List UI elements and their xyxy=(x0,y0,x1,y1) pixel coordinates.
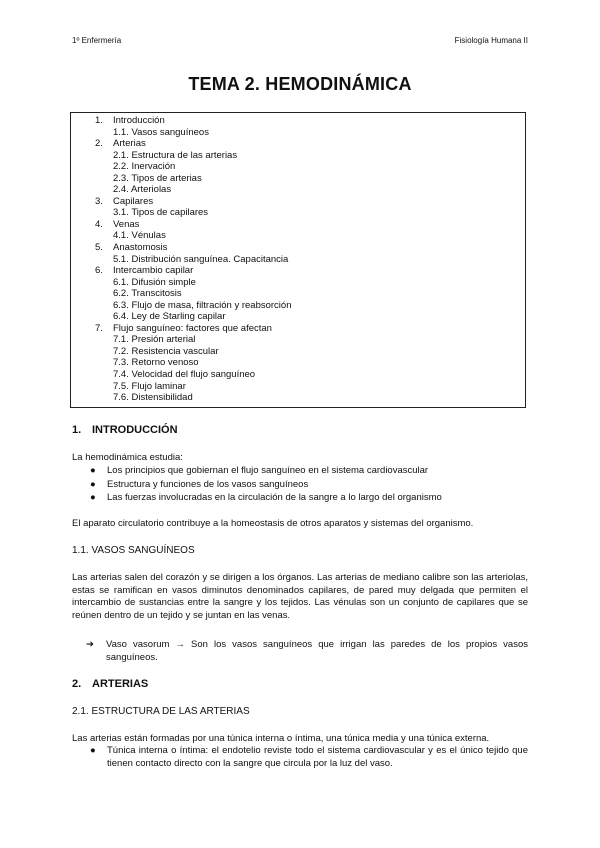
list-item: ● Los principios que gobiernan el flujo sanguíneo en el sistema cardiovascular xyxy=(90,465,429,476)
toc-subitem: 1.1. Vasos sanguíneos xyxy=(113,126,209,138)
list-item: ● Las fuerzas involucradas en la circulación de la sangre a lo largo del organismo xyxy=(90,492,442,503)
toc-item xyxy=(71,265,525,277)
toc-subitem: 5.1. Distribución sanguínea. Capacitancia xyxy=(113,253,289,265)
toc-number: 5. xyxy=(95,242,103,254)
toc-subitem: 7.1. Presión arterial xyxy=(113,334,196,346)
toc-number: 4. xyxy=(95,218,103,230)
subsection-heading-estructura: 2.1. ESTRUCTURA DE LAS ARTERIAS xyxy=(72,706,250,717)
section-number: 2. xyxy=(72,678,82,690)
paragraph-homeostasis: El aparato circulatorio contribuye a la homeostasis de otros aparatos y sistemas del organismo. xyxy=(72,518,474,529)
paragraph-arterias: Las arterias están formadas por una túnica interna o íntima, una túnica media y una túnica externa. xyxy=(72,733,490,744)
toc-subitem: 6.3. Flujo de masa, filtración y reabsorción xyxy=(113,299,292,311)
toc-label: Introducción xyxy=(113,115,165,126)
toc-item xyxy=(71,242,525,254)
intro-bullet-list xyxy=(72,464,528,505)
toc-subitem: 6.2. Transcitosis xyxy=(113,288,182,300)
toc-label: Flujo sanguíneo: factores que afectan xyxy=(113,322,272,334)
toc-item xyxy=(71,196,525,208)
toc-subitem: 7.4. Velocidad del flujo sanguíneo xyxy=(113,369,256,381)
section-heading-introduccion xyxy=(72,424,178,436)
bullet-icon: ● xyxy=(90,492,96,503)
toc-subitem: 7.6. Distensibilidad xyxy=(113,392,193,404)
toc-subitem: 4.1. Vénulas xyxy=(113,230,166,242)
tunica-bullet xyxy=(72,745,528,770)
toc-item xyxy=(71,115,525,127)
toc-label: Venas xyxy=(113,218,140,230)
toc-item xyxy=(71,219,525,231)
toc-subitem: 6.1. Difusión simple xyxy=(113,276,196,288)
toc-label: Arterias xyxy=(113,138,146,150)
bullet-icon: ● xyxy=(90,465,96,476)
toc-item xyxy=(71,138,525,150)
toc-subitem: 2.1. Estructura de las arterias xyxy=(113,149,238,161)
toc-subitem: 2.3. Tipos de arterias xyxy=(113,172,202,184)
toc-subitem: 2.2. Inervación xyxy=(113,161,176,173)
toc-number: 7. xyxy=(95,322,103,334)
toc-item xyxy=(71,323,525,335)
toc-subitem: 7.5. Flujo laminar xyxy=(113,380,186,392)
bullet-icon: ● xyxy=(90,745,96,756)
toc-subitem: 6.4. Ley de Starling capilar xyxy=(113,311,226,323)
toc-subitem: 7.2. Resistencia vascular xyxy=(113,345,219,357)
toc-label: Capilares xyxy=(113,195,154,207)
intro-line: La hemodinámica estudia: xyxy=(72,452,183,463)
table-of-contents xyxy=(70,112,526,408)
header-course: 1º Enfermería xyxy=(72,36,122,45)
bullet-icon: ● xyxy=(90,478,96,490)
toc-subitem: 7.3. Retorno venoso xyxy=(113,357,199,369)
section-title: ARTERIAS xyxy=(92,678,149,690)
section-number: 1. xyxy=(72,424,82,436)
section-heading-arterias xyxy=(72,678,148,690)
arrow-note-text: Vaso vasorum → Son los vasos sanguíneos que irrigan las paredes de los propios vasos sanguíneos. xyxy=(106,639,528,663)
header-subject: Fisiología Humana II xyxy=(454,36,528,45)
toc-label: Intercambio capilar xyxy=(113,265,194,277)
toc-number: 3. xyxy=(95,195,103,207)
subsection-heading-vasos: 1.1. VASOS SANGUÍNEOS xyxy=(72,545,195,556)
toc-number: 2. xyxy=(95,138,103,150)
toc-label: Anastomosis xyxy=(113,242,168,254)
toc-subitem: 2.4. Arteriolas xyxy=(113,184,172,196)
tunica-bullet-text: Túnica interna o íntima: el endotelio reviste todo el sistema cardiovascular y es el único tejido que tienen contacto directo con la sangre que circula por la luz del vaso. xyxy=(107,745,528,769)
list-item: ● Estructura y funciones de los vasos sanguíneos xyxy=(90,478,309,490)
toc-number: 6. xyxy=(95,265,103,277)
toc-number: 1. xyxy=(95,115,103,126)
paragraph-vasos: Las arterias salen del corazón y se dirigen a los órganos. Las arterias de mediano calibre son las arteriolas, estas se ramifican en vasos diminutos denominados capilares, de pared muy delgada que permiten el intercambio de sustancias entre la sangre y los tejidos. Las vénulas son un conjunto de capilares que se reúnen dentro de un tejido y se juntan en las venas. xyxy=(72,572,528,621)
arrow-note xyxy=(86,638,528,664)
section-title: INTRODUCCIÓN xyxy=(92,424,178,436)
toc-subitem: 3.1. Tipos de capilares xyxy=(113,207,209,219)
arrow-icon: ➔ xyxy=(86,639,94,650)
page-title: TEMA 2. HEMODINÁMICA xyxy=(188,74,412,94)
